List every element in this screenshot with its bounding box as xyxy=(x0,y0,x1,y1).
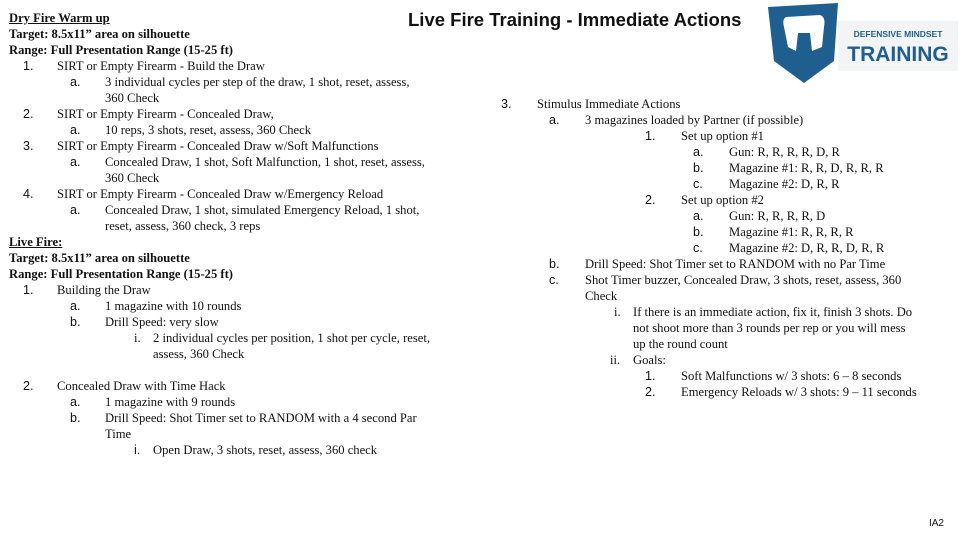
list-marker: 3. xyxy=(501,97,512,111)
list-item: Time xyxy=(105,427,132,441)
defensive-mindset-logo xyxy=(766,3,958,83)
list-marker: a. xyxy=(70,299,81,313)
dry-fire-heading: Dry Fire Warm up xyxy=(9,11,110,25)
list-item: Stimulus Immediate Actions xyxy=(537,97,681,111)
list-item: Magazine #2: D, R, R, D, R, R xyxy=(729,241,885,255)
list-item: Shot Timer buzzer, Concealed Draw, 3 shots, reset, assess, 360 xyxy=(585,273,902,287)
list-item: up the round count xyxy=(633,337,728,351)
list-marker: a. xyxy=(70,75,81,89)
list-item: Concealed Draw, 1 shot, Soft Malfunction, 1 shot, reset, assess, xyxy=(105,155,425,169)
list-marker: a. xyxy=(693,209,704,223)
list-item: Open Draw, 3 shots, reset, assess, 360 check xyxy=(153,443,378,457)
list-marker: i. xyxy=(134,443,141,457)
list-item: 3 individual cycles per step of the draw, 1 shot, reset, assess, xyxy=(105,75,410,89)
list-item: Check xyxy=(585,289,618,303)
dry-fire-target: Target: 8.5x11” area on silhouette xyxy=(9,27,190,41)
list-marker: i. xyxy=(614,305,621,319)
dry-fire-range: Range: Full Presentation Range (15-25 ft) xyxy=(9,43,233,57)
list-item: SIRT or Empty Firearm - Concealed Draw, xyxy=(57,107,274,121)
list-marker: 2. xyxy=(645,385,656,399)
list-item: SIRT or Empty Firearm - Build the Draw xyxy=(57,59,265,73)
list-marker: a. xyxy=(70,123,81,137)
list-item: Set up option #1 xyxy=(681,129,764,143)
list-item: 360 Check xyxy=(105,171,160,185)
list-item: Concealed Draw with Time Hack xyxy=(57,379,226,393)
slide-number: IA2 xyxy=(928,518,944,529)
list-marker: b. xyxy=(70,411,81,425)
list-item: Soft Malfunctions w/ 3 shots: 6 – 8 seconds xyxy=(681,369,902,383)
list-item: SIRT or Empty Firearm - Concealed Draw w/Soft Malfunctions xyxy=(57,139,379,153)
live-fire-target: Target: 8.5x11” area on silhouette xyxy=(9,251,190,265)
list-marker: b. xyxy=(693,225,704,239)
list-item: reset, assess, 360 check, 3 reps xyxy=(105,219,261,233)
list-marker: a. xyxy=(70,395,81,409)
list-marker: b. xyxy=(693,161,704,175)
list-marker: 1. xyxy=(23,59,34,73)
list-marker: a. xyxy=(70,155,81,169)
list-item: SIRT or Empty Firearm - Concealed Draw w/Emergency Reload xyxy=(57,187,384,201)
list-item: assess, 360 Check xyxy=(153,347,245,361)
list-item: Drill Speed: Shot Timer set to RANDOM with a 4 second Par xyxy=(105,411,417,425)
list-item: Magazine #1: R, R, D, R, R, R xyxy=(729,161,884,175)
list-marker: a. xyxy=(693,145,704,159)
list-item: 360 Check xyxy=(105,91,160,105)
page-title: Live Fire Training - Immediate Actions xyxy=(408,9,742,30)
list-item: Gun: R, R, R, R, D xyxy=(729,209,826,223)
list-item: Magazine #1: R, R, R, R xyxy=(729,225,854,239)
list-marker: 2. xyxy=(23,107,34,121)
logo-text-line2: TRAINING xyxy=(847,43,949,66)
list-item: 3 magazines loaded by Partner (if possible) xyxy=(585,113,804,127)
list-marker: a. xyxy=(549,113,560,127)
live-fire-heading: Live Fire: xyxy=(9,235,63,249)
list-marker: 2. xyxy=(645,193,656,207)
list-item: Set up option #2 xyxy=(681,193,764,207)
list-marker: ii. xyxy=(610,353,621,367)
list-marker: 1. xyxy=(23,283,34,297)
logo-text-line1: DEFENSIVE MINDSET xyxy=(853,29,943,39)
list-marker: 2. xyxy=(23,379,34,393)
list-marker: 3. xyxy=(23,139,34,153)
list-item: 1 magazine with 9 rounds xyxy=(105,395,236,409)
list-marker: c. xyxy=(693,241,703,255)
list-item: If there is an immediate action, fix it, finish 3 shots. Do xyxy=(633,305,913,319)
list-item: 2 individual cycles per position, 1 shot per cycle, reset, xyxy=(153,331,430,345)
list-marker: i. xyxy=(134,331,141,345)
list-item: Emergency Reloads w/ 3 shots: 9 – 11 seconds xyxy=(681,385,917,399)
list-marker: c. xyxy=(693,177,703,191)
shield-logo-icon xyxy=(768,3,838,83)
list-item: Drill Speed: Shot Timer set to RANDOM with no Par Time xyxy=(585,257,886,271)
list-marker: 1. xyxy=(645,369,656,383)
live-fire-range: Range: Full Presentation Range (15-25 ft) xyxy=(9,267,233,281)
list-item: not shoot more than 3 rounds per rep or you will mess xyxy=(633,321,906,335)
list-item: 10 reps, 3 shots, reset, assess, 360 Check xyxy=(105,123,312,137)
list-marker: a. xyxy=(70,203,81,217)
list-marker: b. xyxy=(70,315,81,329)
list-marker: 1. xyxy=(645,129,656,143)
list-item: Drill Speed: very slow xyxy=(105,315,219,329)
list-item: Concealed Draw, 1 shot, simulated Emergency Reload, 1 shot, xyxy=(105,203,420,217)
list-marker: 4. xyxy=(23,187,34,201)
list-item: Building the Draw xyxy=(57,283,151,297)
list-marker: b. xyxy=(549,257,560,271)
list-item: 1 magazine with 10 rounds xyxy=(105,299,242,313)
list-marker: c. xyxy=(549,273,559,287)
list-item: Gun: R, R, R, R, D, R xyxy=(729,145,840,159)
list-item: Goals: xyxy=(633,353,666,367)
list-item: Magazine #2: D, R, R xyxy=(729,177,840,191)
